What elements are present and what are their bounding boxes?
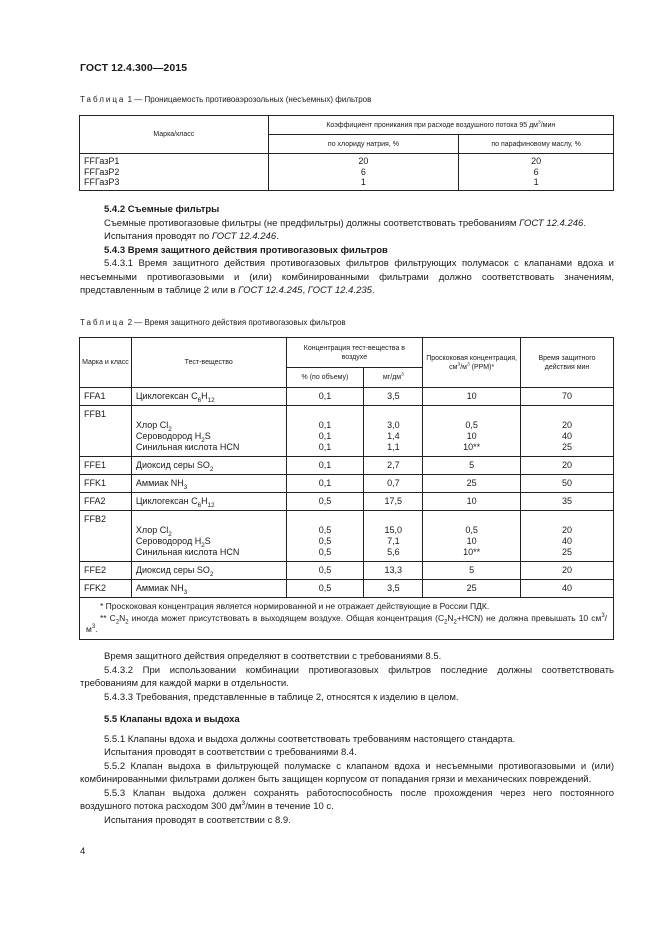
table2-volume: 0,1 (286, 388, 364, 406)
table2-caption-word: Таблица (80, 318, 126, 327)
table2-volume: 0,1 (286, 475, 364, 493)
table2-substance: Аммиак $NH_3$ (131, 475, 286, 493)
table1-nacl: 20 (268, 154, 459, 167)
table2-mark: FFK2 (80, 580, 132, 598)
table2-mark: FFA2 (80, 493, 132, 511)
page-number: 4 (80, 846, 86, 857)
table1-header-nacl: по хлориду натрия, % (268, 135, 459, 154)
table2-breakthrough: 5 (423, 562, 521, 580)
table2-mark: FFE1 (80, 457, 132, 475)
table-row (80, 475, 614, 493)
paragraph: 5.4.3.2 При использовании комбинации противогазовых фильтров последние должны соответствовать требованиям для каждой марки в отдельности. (80, 664, 614, 689)
section-after-table2 (80, 650, 614, 704)
table1 (79, 115, 614, 191)
table1-caption (80, 95, 371, 104)
table2-header-mark: Марка и класс (80, 338, 132, 388)
table1-nacl: 6 (268, 167, 459, 178)
paragraph: 5.5.2 Клапан выдоха в фильтрующей полумаске с клапаном вдоха и несъемными противогазовыми и (или) комбинированными фильтрами должен быть защищен корпусом от попадания грязи и механических повреждений. (80, 760, 614, 785)
table1-mark: FFГазP2 (80, 167, 269, 178)
table2-volume: 0,5 (286, 580, 364, 598)
table1-header-mark: Марка/класс (80, 116, 269, 154)
table1-caption-text: 1 — Проницаемость противоаэрозольных (несъемных) фильтров (125, 95, 372, 104)
paragraph: Съемные противогазовые фильтры (не предфильтры) должны соответствовать требованиям ГОСТ 12.4.246. (104, 217, 586, 229)
table2-volume: 0,5 (286, 493, 364, 511)
table2-mark: FFB2 (80, 511, 132, 562)
table2-volume: 0,5 0,5 0,5 (286, 511, 364, 562)
table2-header-volume: % (по объему) (286, 368, 364, 388)
table1-paraffin: 1 (459, 177, 614, 190)
table2-mg: 0,7 (364, 475, 423, 493)
table1-header-paraffin: по парафиновому маслу, % (459, 135, 614, 154)
paragraph: Испытания проводят в соответствии с требованиями 8.4. (104, 747, 357, 758)
section-5-5 (80, 713, 614, 827)
table2-time: 50 (521, 475, 614, 493)
table-row (80, 177, 614, 190)
table2-substance: Диоксид серы $SO_2$ (131, 457, 286, 475)
table2 (79, 337, 614, 640)
table2-time: 20 40 25 (521, 511, 614, 562)
table2-substance: Хлор $Cl_2$ Сероводород $H_2S$ Синильная кислота HCN (131, 406, 286, 457)
table1-caption-word: Таблица (80, 95, 126, 104)
table1-paraffin: 6 (459, 167, 614, 178)
table2-substance: Хлор $Cl_2$ Сероводород $H_2S$ Синильная кислота HCN (131, 511, 286, 562)
table2-substance: Циклогексан $C_6H_{12}$ (131, 493, 286, 511)
table2-mark: FFB1 (80, 406, 132, 457)
heading-5-4-2: 5.4.2 Съемные фильтры (104, 204, 220, 215)
table2-note-1: * Проскоковая концентрация является нормированной и не отражает действующие в России ПДК. (100, 601, 490, 611)
table2-mark: FFA1 (80, 388, 132, 406)
table2-breakthrough: 0,5 10 10** (423, 406, 521, 457)
paragraph: 5.4.3.1 Время защитного действия противогазовых фильтров фильтрующих полумасок с клапанами вдоха и несъемными противогазовыми и (или) комбинированными фильтрами должно соответствовать значениям, представленным в таблице 2 или в ГОСТ 12.4.245, ГОСТ 12.4.235. (80, 258, 614, 296)
table2-breakthrough: 5 (423, 457, 521, 475)
table2-time: 35 (521, 493, 614, 511)
table-row (80, 154, 614, 167)
table2-mg: 3,5 (364, 580, 423, 598)
table2-notes (80, 598, 614, 640)
table2-note-2: ** $C_2N_2$ иногда может присутствовать в выходящем воздухе. Общая концентрация $(C_2N_2+HCN)$ не должна превышать 10 $см^3/м^3$. (86, 612, 607, 634)
table-row (80, 167, 614, 178)
table2-caption (80, 318, 346, 327)
table-row (80, 388, 614, 406)
heading-5-4-3: 5.4.3 Время защитного действия противогазовых фильтров (104, 244, 388, 256)
table2-mg: 15,0 7,1 5,6 (364, 511, 423, 562)
table2-mark: FFK1 (80, 475, 132, 493)
table2-time: 20 40 25 (521, 406, 614, 457)
table2-header-concentration: Концентрация тест-вещества в воздухе (286, 338, 423, 368)
table2-volume: 0,1 0,1 0,1 (286, 406, 364, 457)
table2-substance: Аммиак $NH_3$ (131, 580, 286, 598)
paragraph: 5.5.1 Клапаны вдоха и выдоха должны соответствовать требованиям настоящего стандарта. (104, 733, 516, 745)
table2-time: 70 (521, 388, 614, 406)
table2-mg: 2,7 (364, 457, 423, 475)
table2-substance: Циклогексан $C_6H_{12}$ (131, 388, 286, 406)
table2-breakthrough: 10 (423, 493, 521, 511)
table-row (80, 562, 614, 580)
table2-breakthrough: 10 (423, 388, 521, 406)
table2-time: 20 (521, 562, 614, 580)
section-5-4-2 (80, 203, 614, 298)
table-row (80, 406, 614, 457)
heading-5-5: 5.5 Клапаны вдоха и выдоха (104, 714, 240, 725)
table2-mark: FFE2 (80, 562, 132, 580)
table1-nacl: 1 (268, 177, 459, 190)
table2-header-substance: Тест-вещество (131, 338, 286, 388)
table-row (80, 511, 614, 562)
table1-paraffin: 20 (459, 154, 614, 167)
table2-header-time: Время защитного действия мин (521, 338, 614, 388)
table1-mark: FFГазP3 (80, 177, 269, 190)
paragraph: 5.5.3 Клапан выдоха должен сохранять работоспособность после прохождения через него постоянного воздушного потока расходом 300 $дм^3$/мин в течение 10 с. (80, 787, 614, 812)
paragraph: Испытания проводят в соответствии с 8.9. (104, 814, 291, 826)
table2-volume: 0,1 (286, 457, 364, 475)
table-row (80, 457, 614, 475)
table2-mg: 3,5 (364, 388, 423, 406)
table2-substance: Диоксид серы $SO_2$ (131, 562, 286, 580)
table2-time: 20 (521, 457, 614, 475)
table-row (80, 580, 614, 598)
paragraph: 5.4.3.3 Требования, представленные в таблице 2, относятся к изделию в целом. (104, 691, 459, 703)
document-header: ГОСТ 12.4.300—2015 (80, 62, 188, 74)
table2-mg: 17,5 (364, 493, 423, 511)
table1-header-coefficient: Коэффициент проникания при расходе воздушного потока 95 $дм^3$/мин (268, 116, 613, 135)
table2-mg: 3,0 1,4 1,1 (364, 406, 423, 457)
table2-mg: 13,3 (364, 562, 423, 580)
table2-header-breakthrough: Проскоковая концентрация, $см^3/м^3$ (PPM)* (423, 338, 521, 388)
table2-caption-text: 2 — Время защитного действия противогазовых фильтров (125, 318, 346, 327)
table-row (80, 493, 614, 511)
paragraph: Время защитного действия определяют в соответствии с требованиями 8.5. (104, 651, 442, 662)
table2-breakthrough: 25 (423, 475, 521, 493)
table2-breakthrough: 25 (423, 580, 521, 598)
table1-mark: FFГазP1 (80, 154, 269, 167)
table2-time: 40 (521, 580, 614, 598)
paragraph: Испытания проводят по ГОСТ 12.4.246. (104, 231, 279, 242)
table2-header-mg: $мг/дм^3$ (364, 368, 423, 388)
table2-breakthrough: 0,5 10 10** (423, 511, 521, 562)
table2-volume: 0,5 (286, 562, 364, 580)
